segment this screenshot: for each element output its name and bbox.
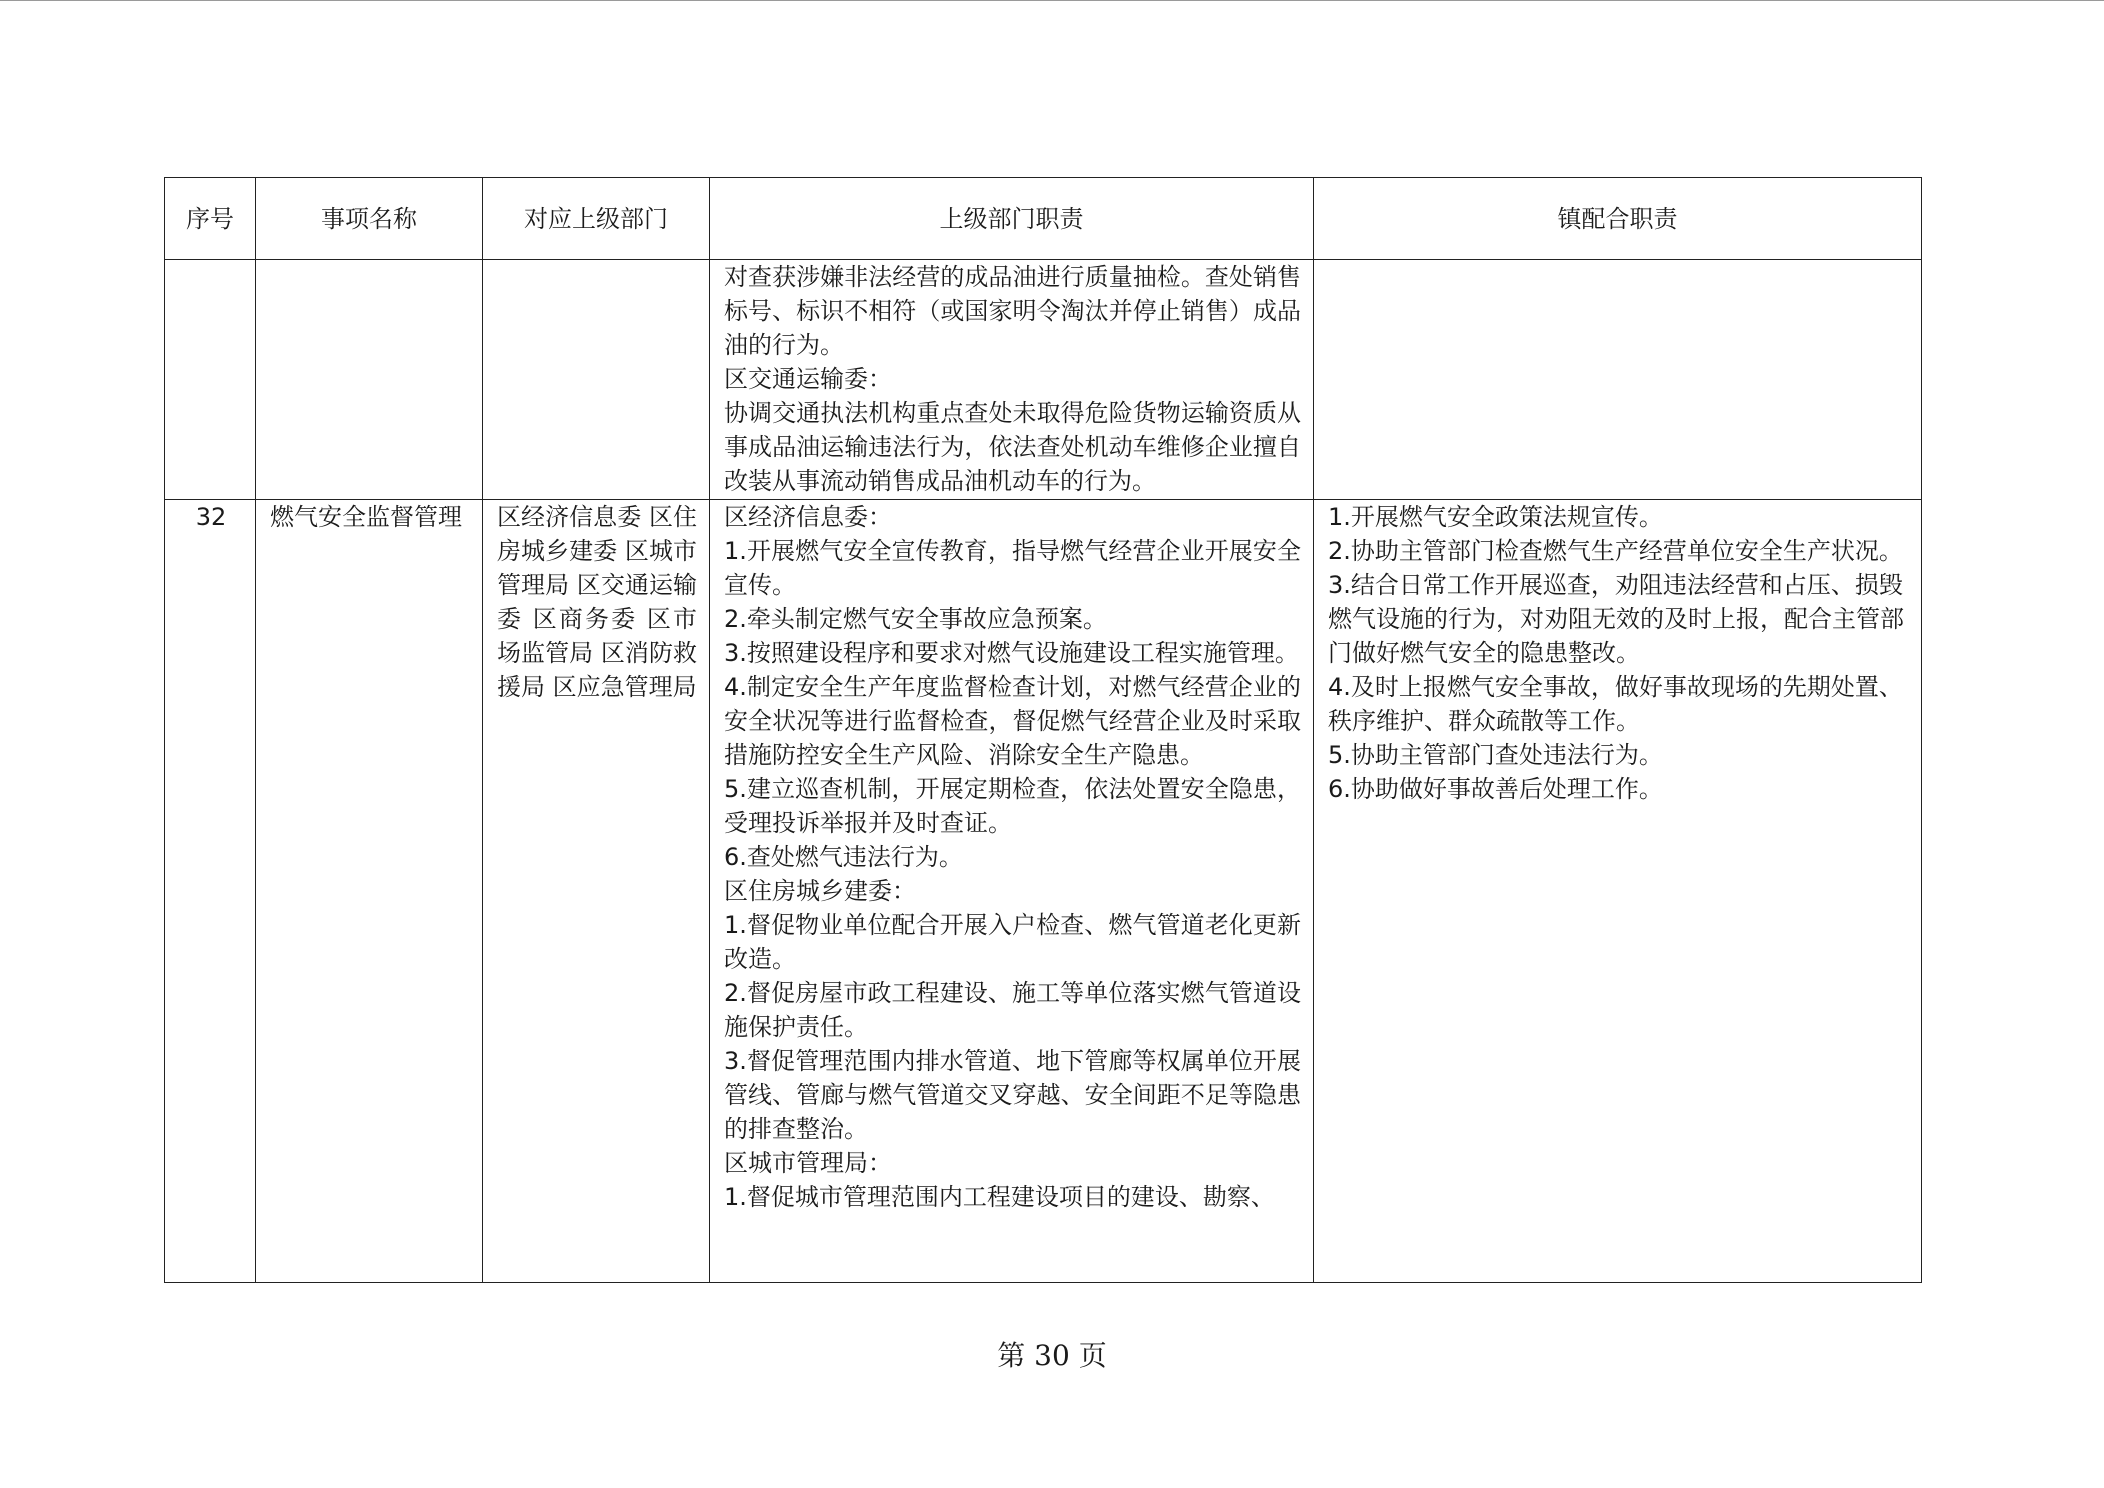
duty-line: 2.督促房屋市政工程建设、施工等单位落实燃气管道设施保护责任。	[724, 979, 1301, 1041]
duty-line: 3.督促管理范围内排水管道、地下管廊等权属单位开展管线、管廊与燃气管道交叉穿越、安全间距不足等隐患的排查整治。	[724, 1047, 1301, 1143]
duty-line: 区城市管理局：	[724, 1149, 892, 1177]
duty-line: 1.督促城市管理范围内工程建设项目的建设、勘察、	[724, 1183, 1275, 1211]
header-town-duties: 镇配合职责	[1314, 178, 1922, 260]
duty-line: 3.按照建设程序和要求对燃气设施建设工程实施管理。	[724, 639, 1299, 667]
header-row	[165, 178, 1922, 260]
header-number: 序号	[165, 178, 256, 260]
departments-cell: 区经济信息委 区住房城乡建委 区城市管理局 区交通运输委 区商务委 区市场监管局 区消防救援局 区应急管理局	[483, 500, 710, 1283]
header-item-name: 事项名称	[256, 178, 483, 260]
duty-line: 4.制定安全生产年度监督检查计划，对燃气经营企业的安全状况等进行监督检查，督促燃气经营企业及时采取措施防控安全生产风险、消除安全生产隐患。	[724, 673, 1301, 769]
superior-duties-cell	[710, 260, 1314, 500]
item-name-cell: 燃气安全监督管理	[256, 500, 483, 1283]
header-superior-department: 对应上级部门	[483, 178, 710, 260]
table-row-continuation	[165, 260, 1922, 500]
duty-line: 6.查处燃气违法行为。	[724, 843, 963, 871]
duty-line: 1.督促物业单位配合开展入户检查、燃气管道老化更新改造。	[724, 911, 1301, 973]
town-duty-line: 4.及时上报燃气安全事故，做好事故现场的先期处置、秩序维护、群众疏散等工作。	[1328, 673, 1903, 735]
duty-line: 区经济信息委：	[724, 503, 892, 531]
duty-line: 5.建立巡查机制，开展定期检查，依法处置安全隐患，受理投诉举报并及时查证。	[724, 775, 1301, 837]
row-number-cell	[165, 260, 256, 500]
town-duties-cell	[1314, 500, 1922, 1283]
town-duty-line: 6.协助做好事故善后处理工作。	[1328, 775, 1663, 803]
town-duty-line: 3.结合日常工作开展巡查，劝阻违法经营和占压、损毁燃气设施的行为，对劝阻无效的及时上报，配合主管部门做好燃气安全的隐患整改。	[1328, 571, 1904, 667]
duty-line: 2.牵头制定燃气安全事故应急预案。	[724, 605, 1107, 633]
duty-line: 对查获涉嫌非法经营的成品油进行质量抽检。查处销售标号、标识不相符（或国家明令淘汰并停止销售）成品油的行为。	[724, 263, 1301, 359]
row-number-cell: 32	[165, 500, 256, 1283]
item-name-cell	[256, 260, 483, 500]
table-row-32	[165, 500, 1922, 1283]
departments-cell	[483, 260, 710, 500]
duty-line: 区交通运输委：	[724, 365, 892, 393]
header-superior-duties: 上级部门职责	[710, 178, 1314, 260]
page-number: 第 30 页	[997, 1339, 1107, 1372]
duty-line: 1.开展燃气安全宣传教育，指导燃气经营企业开展安全宣传。	[724, 537, 1301, 599]
duty-line: 区住房城乡建委：	[724, 877, 916, 905]
superior-duties-cell	[710, 500, 1314, 1283]
town-duty-line: 1.开展燃气安全政策法规宣传。	[1328, 503, 1663, 531]
town-duty-line: 2.协助主管部门检查燃气生产经营单位安全生产状况。	[1328, 537, 1903, 565]
page-top-rule	[0, 0, 2104, 1]
town-duties-cell	[1314, 260, 1922, 500]
duty-table	[164, 177, 1922, 1283]
duty-line: 协调交通执法机构重点查处未取得危险货物运输资质从事成品油运输违法行为，依法查处机动车维修企业擅自改装从事流动销售成品油机动车的行为。	[724, 399, 1301, 495]
town-duty-line: 5.协助主管部门查处违法行为。	[1328, 741, 1663, 769]
